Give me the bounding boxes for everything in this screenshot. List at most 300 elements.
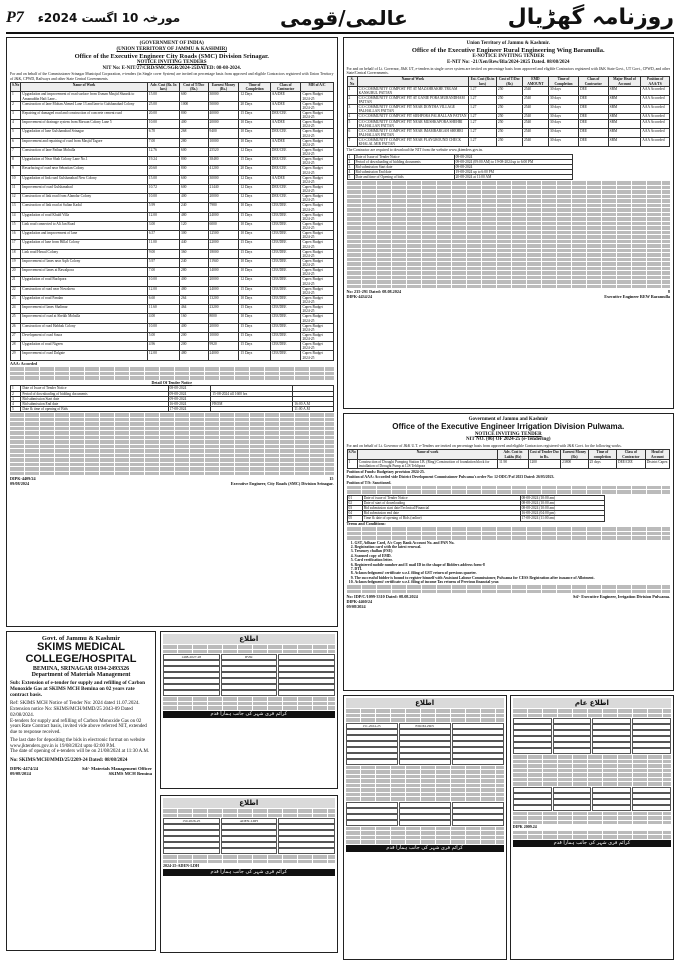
irr-funds: Position of Funds: Budgetary provision 2024-25. — [346, 469, 425, 474]
table-cell: 20 Days — [239, 166, 270, 175]
table-cell: 20000 — [208, 120, 239, 129]
table-cell: Upgradation of Near Shah Colony Lane No.1 — [21, 157, 147, 166]
urdu-ads-left — [160, 631, 338, 956]
table-cell: 12 Days — [239, 184, 270, 193]
table-cell: 10.00 — [147, 194, 179, 203]
table-cell: AAA Accorded — [641, 119, 670, 128]
ref-code: IFZR — [221, 654, 278, 660]
table-cell: Capex Budget 2024-25 — [301, 268, 333, 277]
table-cell: 600 — [180, 175, 209, 184]
table-row — [11, 323, 334, 332]
table-cell: 05 — [347, 516, 362, 521]
table-row — [11, 305, 334, 314]
table-cell: 15 Days — [239, 305, 270, 314]
table-cell: District Capex — [645, 459, 669, 468]
skims-subject: Sub: Extension of e-tender for supply and refilling of Carbon Monoxide Gas at SKIMS MCH Bemina on 02 years rate contract basis. — [10, 680, 146, 699]
table-cell: Upgradation of road Buchpora — [21, 277, 147, 286]
table-cell: 11940 — [208, 258, 239, 267]
table-cell: 464 — [180, 305, 209, 314]
ad-notice-heading: NOTICE INVITING TENDERS — [136, 59, 207, 65]
table-cell: 4 — [347, 170, 354, 175]
table-cell: SBM — [608, 86, 641, 95]
table-cell: 12 Days — [239, 92, 270, 101]
skims-title: SKIMS MEDICAL COLLEGE/HOSPITAL — [25, 641, 137, 666]
table-header-cell: Time of Completion — [548, 77, 578, 86]
table-row — [11, 258, 334, 267]
rew-intro: For and on behalf of Lt. Governor, J&K UT, e-tenders in single cover system are invited on percentage basis from approved and eligible Contractors registered with J&K State Govt., UT Govt., CPWD, and other State/Central Governments. — [346, 66, 670, 76]
table-cell: 10 Days — [239, 138, 270, 147]
table-cell: 250 — [496, 105, 522, 114]
table-cell: 250 — [496, 138, 522, 147]
issue-date: مورخہ 10 اگست 2024ء — [37, 10, 181, 25]
table-cell: Capex Budget 2024-25 — [301, 332, 333, 341]
table-cell: 1 — [11, 92, 21, 101]
table-row — [11, 166, 334, 175]
table-cell: DEE — [579, 105, 609, 114]
table-cell: CEE/DEE — [270, 249, 301, 258]
condition-item: 3. Treasury challan (FSE) — [355, 549, 671, 553]
table-header-cell: Adv. Cost (Rs. In lacs) — [147, 83, 179, 92]
table-cell: 3 — [11, 110, 21, 119]
table-cell: 360 — [180, 249, 209, 258]
rew-tender-ad — [343, 37, 675, 409]
table-cell: AAA Accorded — [641, 128, 670, 137]
table-cell: 15-08-2024 till 1600 hrs — [211, 391, 293, 396]
table-cell: Improvement of drainage system from Rizwan Colony Lane 5 — [21, 120, 147, 129]
table-cell: 2540 — [523, 119, 549, 128]
table-cell: Bid submission End date — [354, 170, 454, 175]
table-cell: 38480 — [208, 157, 239, 166]
table-cell: AAA Accorded — [641, 105, 670, 114]
table-cell: 04 — [347, 511, 362, 516]
skims-gov: Govt. of Jammu & Kashmir — [41, 635, 121, 642]
table-cell: CEE/DEE — [270, 351, 301, 360]
table-cell: 50000 — [208, 101, 239, 110]
table-cell: 4.96 — [147, 342, 179, 351]
skims-dipk-date: 09/08/2024 — [10, 771, 31, 777]
table-row — [11, 92, 334, 101]
table-cell: Capex Budget 2024-25 — [301, 249, 333, 258]
skims-last-date: The last date for depositing the bids in electronic format on website www.jktenders.gov.in is 19/08/2024 upto 02:00 P.M. — [10, 737, 146, 749]
signatory: Executive Engineer, City Roads (SMC) Division Srinagar. — [230, 480, 334, 486]
table-cell: Capex Budget 2024-25 — [301, 101, 333, 110]
table-cell: 10 Days — [239, 221, 270, 230]
table-cell: Link road Hawal Colony — [21, 249, 147, 258]
table-cell: 16-08-2024 — [168, 401, 211, 406]
table-cell: 240 — [180, 258, 209, 267]
table-cell: 2540 — [523, 86, 549, 95]
table-cell: Capex Budget 2024-25 — [301, 221, 333, 230]
table-cell: 30000 — [208, 175, 239, 184]
urdu-ad-1 — [160, 631, 338, 789]
table-cell: Capex Budget 2024-25 — [301, 203, 333, 212]
table-row — [347, 86, 670, 95]
table-cell: 16 — [11, 231, 21, 240]
table-cell: Resurfacing of road near Sebastian Colony — [21, 166, 147, 175]
table-cell: CEE/DEE — [270, 295, 301, 304]
table-cell: 10.00 — [147, 277, 179, 286]
dipk-date: 09/08/2024 — [10, 480, 30, 486]
table-cell: 30 days — [548, 95, 578, 104]
table-cell: 4 — [11, 120, 21, 129]
table-cell: 17 — [11, 240, 21, 249]
table-cell: 1.27 — [469, 128, 497, 137]
table-cell: DEE/CEE — [270, 157, 301, 166]
table-cell: Improvement of road at Sheikh Mohalla — [21, 314, 147, 323]
table-cell: Capex Budget 2024-25 — [301, 138, 333, 147]
table-header-cell: S.No — [11, 83, 21, 92]
table-cell: 1.27 — [469, 119, 497, 128]
table-cell: FROM — [211, 401, 293, 406]
table-cell: CEE/DEE — [270, 258, 301, 267]
table-cell: 25 — [11, 314, 21, 323]
table-cell: CEE/DEE — [270, 332, 301, 341]
table-cell: 1.27 — [469, 86, 497, 95]
table-cell: AA/DEE — [270, 92, 301, 101]
table-cell: 11.60 — [147, 305, 179, 314]
table-cell: 2540 — [523, 128, 549, 137]
dipk-number: DIPK-4409/24 — [10, 476, 36, 481]
table-header-cell: Position of AAA/TS — [641, 77, 670, 86]
urdu-ad-1-head: اطلاع — [163, 634, 335, 644]
table-cell: DEE/CEE — [270, 110, 301, 119]
table-cell: 4.00 — [147, 314, 179, 323]
section-title: عالمی/قومی — [279, 5, 408, 30]
table-cell: 28 — [11, 342, 21, 351]
table-cell: 440 — [180, 240, 209, 249]
irr-nit: NIT NO. (06) OF 2024-25 (e-Tendering) — [465, 437, 551, 443]
table-cell: 5 — [347, 175, 354, 180]
table-cell: 25520 — [208, 147, 239, 156]
table-cell: 15 Days — [239, 157, 270, 166]
table-row — [11, 351, 334, 360]
table-cell: 400 — [180, 194, 209, 203]
table-cell: Upgradation and improvement of lane — [21, 231, 147, 240]
table-cell: C/O COMMUNITY COMPOST PIT NEAR IMAMBARGAH SHEHRI PALHALLAN PATTAN — [357, 128, 468, 137]
table-cell: CEE/DEE — [270, 231, 301, 240]
irr-ts: Position of T/S: Sanctioned. — [346, 480, 392, 485]
table-cell: 600 — [180, 92, 209, 101]
irr-works-table — [347, 449, 671, 469]
table-cell: CEE/DEE — [270, 268, 301, 277]
table-cell: 15 Days — [239, 351, 270, 360]
irr-intro: For and on behalf of Lt. Governor of J&K U.T. e-Tenders are invited on percentage basis from approved and eligible Contractors registered with J&K Govt. for the following works. — [346, 444, 622, 449]
table-cell: C/O COMMUNITY COMPOST PIT NEAR PLAYGROUND CHECK KHALAL MIR PATTAN — [357, 138, 468, 147]
table-header-cell: Class of Contractor — [270, 83, 301, 92]
table-cell: 30000 — [208, 92, 239, 101]
table-row — [11, 110, 334, 119]
table-cell: 400 — [180, 120, 209, 129]
table-cell: 01 — [347, 495, 362, 500]
ref-code: 2024-25-ADEN-LDH — [163, 863, 199, 869]
table-cell: CEE/DEE — [270, 221, 301, 230]
table-cell: Capex Budget 2024-25 — [301, 286, 333, 295]
table-cell: 3 — [347, 164, 354, 169]
urdu-ad-2 — [160, 795, 338, 953]
table-cell: 10.72 — [147, 184, 179, 193]
urdu-ad-2-head: اطلاع — [163, 798, 335, 808]
table-cell: 15 Days — [239, 342, 270, 351]
condition-item: 4. Scanned copy of EMD. — [355, 554, 671, 558]
table-cell: 264 — [180, 295, 209, 304]
table-cell: 23 — [11, 295, 21, 304]
table-row — [347, 95, 670, 104]
table-cell: 15 — [11, 221, 21, 230]
table-cell: Capex Budget 2024-25 — [301, 110, 333, 119]
irr-terms: Terms and Conditions: — [346, 520, 386, 526]
ref-code: 151-2024-25 — [346, 723, 398, 729]
ref-code: DIPK 2009.24 — [512, 824, 537, 830]
table-cell: 15 Days — [239, 110, 270, 119]
skims-dipk: DIPK-4474/24 — [10, 765, 39, 771]
table-cell: 6.70 — [147, 129, 179, 138]
table-cell: C/O COMMUNITY COMPOST PIT AT GANIE PORA MURANDHAM PATTAN — [357, 95, 468, 104]
table-cell: 2 — [11, 101, 21, 110]
rew-schedule — [347, 154, 573, 181]
table-cell: 10 Days — [239, 120, 270, 129]
schedule-title: Detail Of Tender Notice — [151, 379, 192, 385]
table-row — [11, 184, 334, 193]
irrigation-tender-ad — [343, 413, 675, 691]
table-cell: 200 — [180, 332, 209, 341]
table-cell: 12 — [11, 194, 21, 203]
table-cell: 29 — [11, 351, 21, 360]
table-cell: Capex Budget 2024-25 — [301, 194, 333, 203]
table-cell — [211, 406, 293, 411]
table-cell: 1.27 — [469, 114, 497, 119]
table-cell: CEE/DEE — [270, 314, 301, 323]
table-cell: 7 — [347, 138, 357, 147]
table-cell: Improvement and repairing of road from Masjid Tagore — [21, 138, 147, 147]
table-cell: 5 — [347, 119, 357, 128]
table-header-cell: Class of Contractor — [579, 77, 609, 86]
table-cell: 24 — [11, 305, 21, 314]
table-cell: 800 — [180, 157, 209, 166]
table-cell: Capex Budget 2024-25 — [301, 342, 333, 351]
table-row — [11, 406, 334, 411]
table-cell: 250 — [496, 86, 522, 95]
table-cell: C/O COMMUNITY COMPOST PIT NEAR MUSHKAPORA SHEHRI PALHALLAN PATTAN — [357, 119, 468, 128]
table-header-cell: Name of Work — [357, 77, 468, 86]
rew-nit: E-NIT No: -21/Xen/Rew/Bla/2024-2025 Dated. 08/08/2024 — [446, 59, 570, 65]
table-cell: Upgradation of link road Gulshanabad New Colony — [21, 175, 147, 184]
table-cell: 6.60 — [147, 295, 179, 304]
table-cell: 9920 — [208, 342, 239, 351]
table-cell: SBM — [608, 128, 641, 137]
urdu-ad-4-head: اطلاع عام — [513, 698, 671, 708]
table-cell: 8000 — [208, 314, 239, 323]
table-cell: Capex Budget 2024-25 — [301, 258, 333, 267]
condition-item: 5. Card verification letter. — [355, 558, 671, 562]
table-cell: 20000 — [208, 323, 239, 332]
table-cell: Construction of road Habbak Colony — [21, 323, 147, 332]
table-cell: 9400 — [208, 129, 239, 138]
table-row — [347, 119, 670, 128]
table-cell: 02 — [347, 501, 362, 506]
skims-ad — [6, 631, 156, 951]
table-cell: Capex Budget 2024-25 — [301, 184, 333, 193]
table-cell: 3 — [347, 105, 357, 114]
table-cell: 15.00 — [147, 92, 179, 101]
table-cell: 12.00 — [147, 212, 179, 221]
table-cell: 13200 — [208, 295, 239, 304]
newspaper-name: روزنامہ گھڑیال — [507, 5, 674, 31]
table-cell: 6 — [11, 138, 21, 147]
skims-body1: Extension notice No: SKIMS/MCH/MMD/25 2043-09 Dated 02/08/2024. — [10, 707, 133, 718]
table-cell: 08-08-2024 (10:00 am) — [520, 495, 605, 500]
table-cell: 3 — [11, 396, 21, 401]
table-cell: Capex Budget 2024-25 — [301, 92, 333, 101]
table-cell: Repairing of damaged road and construction of concrete cement road — [21, 110, 147, 119]
table-cell: Development of road Soura — [21, 332, 147, 341]
table-cell: 15 Days — [239, 212, 270, 221]
table-cell: DEE — [579, 128, 609, 137]
table-cell: Upgradation of road Pandan — [21, 295, 147, 304]
table-cell: 1200 — [528, 459, 561, 468]
condition-item: 7. DTI. — [355, 567, 671, 571]
table-cell: Capex Budget 2024-25 — [301, 212, 333, 221]
table-cell: C/O COMMUNITY COMPOST PIT AT MAZAHRAKHE TRGAM KANSURUL PATTAN — [357, 86, 468, 95]
table-cell: 480 — [180, 286, 209, 295]
table-cell: 4 — [11, 401, 21, 406]
table-cell: Capex Budget 2024-25 — [301, 175, 333, 184]
table-cell: 11 — [11, 184, 21, 193]
condition-item: 2. Registration card with the latest renewal. — [355, 545, 671, 549]
table-cell: Capex Budget 2024-25 — [301, 305, 333, 314]
table-header-cell: Cost of Tender Doc in Rs. — [529, 450, 560, 459]
table-cell: 1 — [347, 154, 354, 159]
urdu-ad-1-footer: کرائم فری شہر کی جانب ہمارا قدم — [163, 711, 335, 719]
skims-ref: Ref: SKIMS MCH Notice of Tender No: 2024 dated 11.07.2024. — [10, 701, 140, 707]
table-cell: SBM — [608, 105, 641, 114]
rew-notice: E-NOTICE INVITING TENDER — [472, 54, 545, 60]
table-cell: 12.00 — [147, 351, 179, 360]
urdu-ad-2-footer: کرائم فری شہر کی جانب ہمارا قدم — [163, 869, 335, 877]
table-row — [11, 231, 334, 240]
table-cell: Improvement of lanes at Rawalpora — [21, 268, 147, 277]
table-cell: 1 — [347, 459, 357, 468]
condition-item: 1. GST, Adhaar Card, A/c Copy Bank Account No. and PAN No. — [355, 541, 671, 545]
table-cell: 2540 — [523, 138, 549, 147]
rew-dipk: DIPK-4434/24 — [346, 294, 373, 300]
table-cell: Capex Budget 2024-25 — [301, 314, 333, 323]
table-cell: 7.00 — [147, 268, 179, 277]
table-cell: 16-08-2024 (04:00 pm) — [520, 511, 605, 516]
table-cell: Bid submission start date/Technical/Financial — [362, 506, 520, 511]
table-cell: 200 — [180, 342, 209, 351]
table-header-cell: MH of A/C — [301, 83, 333, 92]
table-cell: 480 — [180, 351, 209, 360]
smc-schedule-table — [10, 385, 334, 412]
table-header-cell: Time of completion — [588, 450, 616, 459]
table-cell: 120 — [180, 221, 209, 230]
table-cell: 12 Days — [239, 194, 270, 203]
rew-office: Office of the Executive Engineer Rural Engineering Wing Baramulla. — [411, 46, 605, 54]
table-cell: 08-08-2024 — [168, 386, 211, 391]
table-cell: CEE/DEE — [270, 305, 301, 314]
irr-dipk-date: 09/08/2024 — [346, 603, 366, 609]
irr-conditions-list — [347, 541, 671, 585]
table-row — [11, 101, 334, 110]
table-cell: 400 — [180, 323, 209, 332]
table-cell: 12500 — [208, 231, 239, 240]
table-row — [11, 129, 334, 138]
table-cell: Improvement of lanes Shalimar — [21, 305, 147, 314]
table-cell: 268 — [180, 129, 209, 138]
ad-nit-number: NIT No: E-NIT/27/CRD/SMC/SGR/2024-25DATED: 08-08-2024. — [102, 65, 241, 71]
table-cell: 10 Days — [239, 258, 270, 267]
urdu-ad-3 — [343, 695, 507, 960]
rew-gov: Union Territory of Jammu & Kashmir. — [466, 41, 550, 46]
table-cell: AAA Accorded — [641, 138, 670, 147]
table-cell: DEE/CEE — [270, 147, 301, 156]
table-cell: 12 Days — [239, 175, 270, 184]
table-cell: 30 days — [548, 86, 578, 95]
table-cell: 250 — [496, 128, 522, 137]
table-cell: Construction of link road at Sultan Kadal — [21, 203, 147, 212]
table-cell: 30 days — [548, 128, 578, 137]
table-cell: DEE/CEE — [270, 194, 301, 203]
table-cell: 600 — [180, 184, 209, 193]
table-cell: 10 Days — [239, 203, 270, 212]
table-cell: 14000 — [208, 268, 239, 277]
table-cell: 25.00 — [147, 101, 179, 110]
table-cell: AA/DEE — [270, 138, 301, 147]
table-cell: AAA Accorded — [641, 86, 670, 95]
table-cell: AA/DEE — [270, 120, 301, 129]
table-row — [11, 286, 334, 295]
table-row — [11, 120, 334, 129]
table-cell: 10 — [11, 175, 21, 184]
ref-code: 150-2026-25 — [163, 818, 220, 824]
table-header-cell: Est. Cost (Rs in lacs) — [469, 77, 497, 86]
table-cell: Date of Issue of Tender Notice — [354, 154, 454, 159]
table-header-cell: Adv. Cost in Lakhs (Rs) — [498, 450, 529, 459]
table-row — [11, 157, 334, 166]
urdu-ads-right — [343, 695, 675, 963]
table-cell: 5.99 — [147, 203, 179, 212]
table-cell: 9.00 — [147, 249, 179, 258]
table-header-cell: Earnest Money (Rs.) — [208, 83, 239, 92]
table-cell: Construction of Drought Pumping Station I.B. (Ring) Construction of foundation block for installation of Drought Pump at LIS Tehlipora — [357, 459, 497, 468]
table-cell: Improvement of road Dalgate — [21, 351, 147, 360]
table-cell: 800 — [180, 110, 209, 119]
table-cell: Upgradation of lane Gulshanabad Srinagar — [21, 129, 147, 138]
irr-notice: NOTICE INVITING TENDER — [474, 431, 542, 437]
table-cell: 6.57 — [147, 231, 179, 240]
table-cell: CEE/DEE — [270, 277, 301, 286]
table-cell: 2540 — [523, 105, 549, 114]
table-cell: 250 — [496, 114, 522, 119]
table-cell: 30 days — [548, 114, 578, 119]
table-cell: 19-08-2024 up to 6:00 PM — [454, 170, 572, 175]
rew-note: The Contractor are required to download the NIT from the website www.jktenders.gov.in. — [346, 148, 483, 153]
skims-open-date: The date of opening of e-tenders will be on 21/08/2024 at 11:30 A.M. — [10, 749, 150, 755]
table-cell: 240 — [180, 203, 209, 212]
right-column — [343, 37, 675, 963]
table-cell: Date & time of opening of Bids — [21, 406, 168, 411]
table-cell: Period of downloading of bidding documents — [21, 391, 168, 396]
table-cell: Bid submission Start date — [21, 396, 168, 401]
table-row — [11, 277, 334, 286]
table-cell: 12.76 — [147, 147, 179, 156]
left-column — [6, 37, 338, 963]
table-row — [11, 268, 334, 277]
table-cell: Date of Issue of Tender Notice — [21, 386, 168, 391]
table-cell: DEE/CEE — [270, 129, 301, 138]
table-header-cell: Head of Account — [645, 450, 669, 459]
irr-sign: Sd/- Executive Engineer, Irrigation Division Pulwama. — [573, 594, 670, 600]
